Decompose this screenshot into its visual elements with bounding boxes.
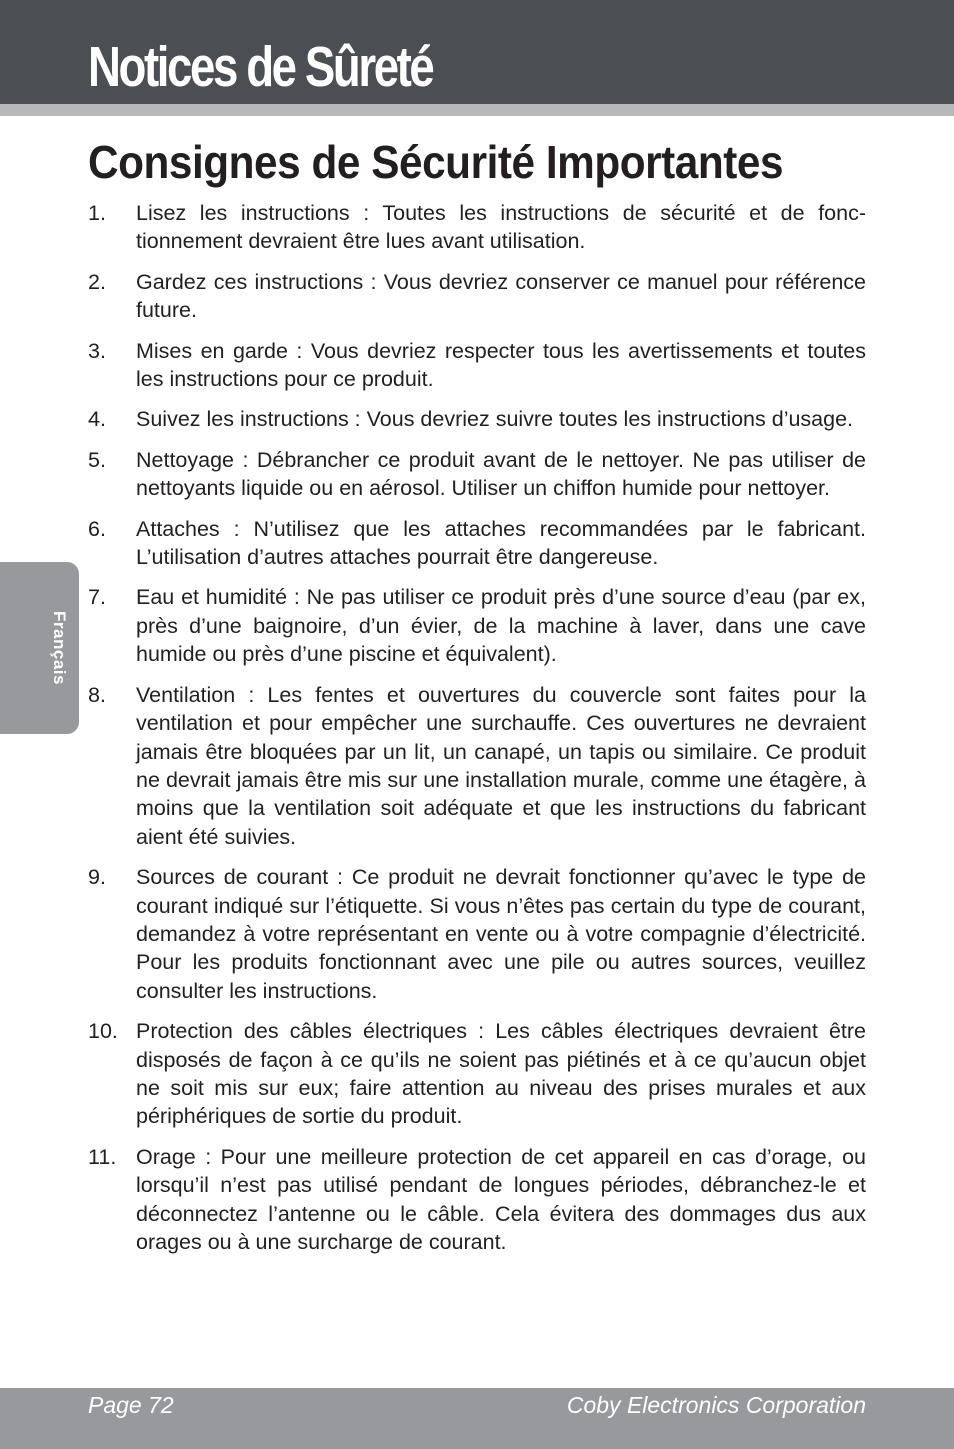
item-text: Sources de courant : Ce produit ne devrait fonctionner qu’avec le type de courant indiqué sur l’étiquette. Si vous n’êtes pas certain du type de courant, demandez à votre représentant en vente ou à votre compagnie d’électricité. Pour les produits fonctionnant avec une pile ou autres sources, veuillez consulter les instructions. xyxy=(136,865,866,1003)
item-text: Suivez les instructions : Vous devriez suivre toutes les instructions d’usage. xyxy=(136,407,854,432)
item-text: Nettoyage : Débrancher ce produit avant de le nettoyer. Ne pas utiliser de nettoyants liquide ou en aérosol. Utiliser un chiffon humide pour nettoyer. xyxy=(136,447,866,501)
item-number: 7. xyxy=(88,585,106,610)
list-item xyxy=(88,1017,866,1131)
safety-instructions-list xyxy=(88,199,866,1268)
item-number: 6. xyxy=(88,516,106,541)
list-item xyxy=(88,1143,866,1257)
list-item xyxy=(88,515,866,572)
item-text: Ventilation : Les fentes et ouvertures du couvercle sont faites pour la ventilation et pour empêcher une surchauffe. Ces ouvertures ne devraient jamais être bloquées par un lit, un canapé, un tapis ou similaire. Ce produit ne devrait jamais être mis sur une installation murale, comme une étagère, à moins que la ventilation soit adéquate et que les instructions du fabricant aient été suivies. xyxy=(136,682,866,849)
item-number: 4. xyxy=(88,407,106,432)
list-item xyxy=(88,863,866,1005)
item-number: 9. xyxy=(88,865,106,890)
page-title: Notices de Sûreté xyxy=(88,35,433,99)
list-item xyxy=(88,337,866,394)
item-text: Eau et humidité : Ne pas utiliser ce produit près d’une source d’eau (par ex, près d’une baignoire, d’un évier, de la machine à laver, dans une cave humide ou près d’une piscine et équivalent). xyxy=(136,585,866,667)
list-item xyxy=(88,681,866,851)
list-item xyxy=(88,268,866,325)
item-text: Mises en garde : Vous devriez respecter tous les avertissements et toutes les instructions pour ce produit. xyxy=(136,338,866,392)
list-item xyxy=(88,405,866,433)
item-number: 5. xyxy=(88,447,106,472)
item-number: 3. xyxy=(88,338,106,363)
item-number: 2. xyxy=(88,269,106,294)
page-number: Page 72 xyxy=(88,1392,174,1418)
list-item xyxy=(88,583,866,668)
item-number: 10. xyxy=(88,1019,118,1044)
list-item xyxy=(88,446,866,503)
item-text: Lisez les instructions : Toutes les instructions de sécurité et de fonctionnement devraient être lues avant utilisation. xyxy=(136,201,866,254)
item-text: Gardez ces instructions : Vous devriez conserver ce manuel pour référence future. xyxy=(136,269,866,323)
item-text: Attaches : N’utilisez que les attaches recommandées par le fabricant. L’utilisation d’autres attaches pourrait être dangereuse. xyxy=(136,516,866,570)
item-text: Protection des câbles électriques : Les câbles électriques devraient être disposés de façon à ce qu’ils ne soient pas piétinés et à ce qu’aucun objet ne soit mis sur eux; faire attention au niveau des prises murales et aux périphériques de sortie du produit. xyxy=(136,1019,866,1129)
item-number: 8. xyxy=(88,682,106,707)
language-tab-label: Français xyxy=(50,611,69,685)
item-text: Orage : Pour une meilleure protection de cet appareil en cas d’orage, ou lorsqu’il n’est pas utilisé pendant de longues périodes, débranchez-le et déconnectez l’antenne ou le câble. Cela évitera des dommages dus aux orages ou à une surcharge de courant. xyxy=(136,1144,866,1254)
company-name: Coby Electronics Corporation xyxy=(566,1392,866,1418)
list-item xyxy=(88,199,866,256)
header-stripe xyxy=(0,104,954,116)
item-number: 1. xyxy=(88,201,106,225)
section-title: Consignes de Sécurité Importantes xyxy=(88,136,784,188)
item-number: 11. xyxy=(88,1144,117,1169)
